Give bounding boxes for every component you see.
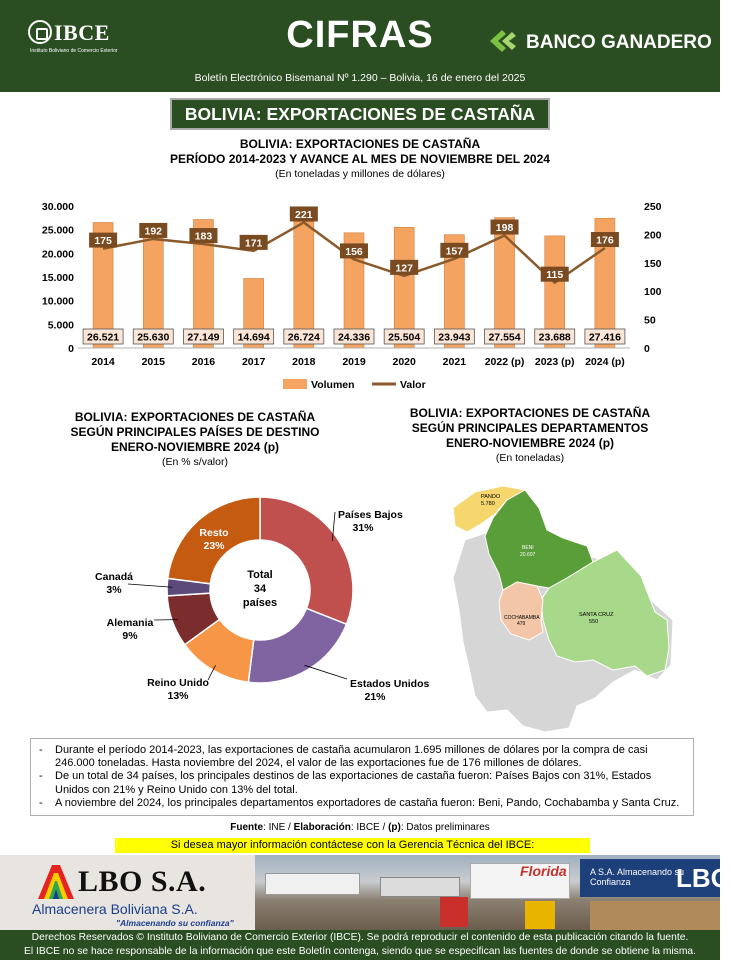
note-item: - A noviembre del 2024, los principales departamentos exportadores de castaña fueron: Beni, Pando, Cochabamba y Santa Cruz. <box>39 797 685 810</box>
legend-volume-label: Volumen <box>311 379 355 391</box>
notes-box <box>30 738 694 816</box>
map-value-cochabamba: 479 <box>517 621 526 627</box>
albo-wall-logo: LBO <box>676 863 731 893</box>
donut-chart-title-line-1: BOLIVIA: EXPORTACIONES DE CASTAÑA <box>74 410 316 424</box>
y2-axis-tick-label: 150 <box>644 257 662 270</box>
map-title-line-1: BOLIVIA: EXPORTACIONES DE CASTAÑA <box>409 406 651 420</box>
header-bar <box>0 0 720 92</box>
florida-sign: Florida <box>520 863 567 879</box>
value-data-label: 156 <box>345 245 363 258</box>
value-data-label: 157 <box>445 245 464 258</box>
elaboration-label: Elaboración <box>293 822 351 833</box>
volume-data-label: 24.336 <box>337 331 371 344</box>
bank-name: BANCO GANADERO <box>526 32 712 53</box>
albo-wall-sign: A S.A. Almacenando su Confianza <box>590 867 685 887</box>
y-axis-tick-label: 10.000 <box>41 295 74 308</box>
value-data-label: 183 <box>194 230 213 243</box>
ibce-logo-subtitle: Instituto Boliviano de Comercio Exterior <box>30 48 118 54</box>
donut-slice-percent: 23% <box>203 540 225 552</box>
contact-text: Si desea mayor información contáctese con la Gerencia Técnica del IBCE: <box>170 839 535 851</box>
map-label-beni: BENI <box>522 545 534 551</box>
bar-chart-subtitle: PERÍODO 2014-2023 Y AVANCE AL MES DE NOVIEMBRE DEL 2024 <box>170 152 550 166</box>
y-axis-tick-label: 0 <box>68 343 74 355</box>
x-axis-tick-label: 2021 <box>442 356 467 368</box>
donut-chart-unit: (En % s/valor) <box>162 456 228 468</box>
volume-value-combo-chart <box>0 190 720 400</box>
donut-slice-name: Resto <box>199 527 229 539</box>
donut-center-label: Total <box>247 569 273 581</box>
forklift-image <box>440 897 468 927</box>
y2-axis-tick-label: 250 <box>644 201 662 213</box>
volume-data-label: 14.694 <box>237 331 270 344</box>
bar-chart-title: BOLIVIA: EXPORTACIONES DE CASTAÑA <box>239 137 481 151</box>
value-data-label: 115 <box>546 269 564 282</box>
volume-data-label: 23.688 <box>538 331 571 344</box>
donut-slice <box>248 608 346 683</box>
truck-image <box>380 877 460 897</box>
x-axis-tick-label: 2019 <box>342 356 366 368</box>
legend-value-label: Valor <box>400 379 426 391</box>
ibce-logo <box>28 18 118 62</box>
donut-slice-name: Reino Unido <box>147 677 209 689</box>
legend-volume-swatch <box>283 379 307 389</box>
x-axis-tick-label: 2018 <box>292 356 316 368</box>
forklift-image <box>525 901 555 929</box>
bulletin-line: Boletín Electrónico Bisemanal Nº 1.290 – Bolivia, 16 de enero del 2025 <box>194 72 526 84</box>
donut-slice-name: Canadá <box>95 571 133 583</box>
bolivia-departments-map <box>445 470 685 735</box>
donut-chart-title-line-3: ENERO-NOVIEMBRE 2024 (p) <box>110 440 280 454</box>
map-label-cochabamba: COCHABAMBA <box>504 615 540 621</box>
value-data-label: 127 <box>395 262 413 275</box>
volume-data-label: 26.724 <box>287 331 320 344</box>
note-item: - Durante el período 2014-2023, las exportaciones de castaña acumularon 1.695 millones de dólares por la compra de casi 246.000 toneladas. Hasta noviembre del 2024, el valor de las exportaciones fue de 176 millones de dólares. <box>39 744 685 770</box>
donut-slice-percent: 3% <box>106 584 122 596</box>
map-label-santa-cruz: SANTA CRUZ <box>579 612 614 618</box>
y2-axis-tick-label: 0 <box>644 343 650 355</box>
cargo-boxes-image <box>590 901 720 930</box>
donut-slice-percent: 13% <box>167 690 189 702</box>
section-banner: BOLIVIA: EXPORTACIONES DE CASTAÑA <box>170 98 550 130</box>
value-data-label: 176 <box>596 234 614 247</box>
y-axis-tick-label: 20.000 <box>41 248 74 261</box>
albo-logo <box>30 859 260 929</box>
x-axis-tick-label: 2024 (p) <box>585 356 625 368</box>
ibce-seal-icon <box>28 20 52 44</box>
source-value: : INE / <box>263 822 294 833</box>
volume-data-label: 27.416 <box>588 331 621 344</box>
value-data-label: 198 <box>495 222 514 235</box>
source-line <box>0 822 720 833</box>
map-value-pando: 5.780 <box>481 501 495 507</box>
y-axis-tick-label: 15.000 <box>41 272 74 284</box>
destination-countries-donut <box>90 480 430 730</box>
x-axis-tick-label: 2017 <box>241 356 266 368</box>
donut-center-label: 34 <box>253 583 267 595</box>
value-data-label: 221 <box>295 208 313 221</box>
map-value-beni: 20.607 <box>520 552 536 558</box>
donut-slice-percent: 9% <box>122 630 138 642</box>
footer-line-1: Derechos Reservados © Instituto Boliviano de Comercio Exterior (IBCE). Se podrá reproducir el contenido de esta publicación citando la fuente. <box>31 932 689 943</box>
volume-data-label: 23.943 <box>438 331 471 344</box>
x-axis-tick-label: 2020 <box>392 356 416 368</box>
truck-image <box>265 873 360 895</box>
map-label-pando: PANDO <box>481 494 501 500</box>
value-data-label: 175 <box>94 235 112 248</box>
map-title-line-3: ENERO-NOVIEMBRE 2024 (p) <box>445 436 615 450</box>
volume-data-label: 27.554 <box>488 331 521 344</box>
donut-slice-name: Países Bajos <box>338 509 403 521</box>
donut-leader-line <box>128 584 173 587</box>
source-label: Fuente <box>230 822 264 833</box>
y2-axis-tick-label: 50 <box>644 314 656 327</box>
elaboration-value: : IBCE / <box>350 822 389 833</box>
x-axis-tick-label: 2022 (p) <box>484 356 525 368</box>
donut-slice-name: Alemania <box>106 617 154 629</box>
banco-ganadero-leaf-icon <box>488 28 522 54</box>
x-axis-tick-label: 2015 <box>141 356 165 368</box>
banco-ganadero-logo <box>488 26 712 60</box>
albo-brand: LBO S.A. <box>78 865 207 898</box>
y2-axis-tick-label: 200 <box>644 229 662 242</box>
preliminary-value: : Datos preliminares <box>400 822 490 833</box>
volume-data-label: 25.630 <box>137 331 170 344</box>
donut-slice-name: Estados Unidos <box>350 678 430 690</box>
map-title-line-2: SEGÚN PRINCIPALES DEPARTAMENTOS <box>411 421 649 435</box>
y-axis-tick-label: 30.000 <box>41 201 74 213</box>
donut-chart-title-line-2: SEGÚN PRINCIPALES PAÍSES DE DESTINO <box>70 425 320 439</box>
ibce-logo-name: IBCE <box>54 20 110 45</box>
donut-slice-percent: 21% <box>364 691 386 703</box>
value-data-label: 192 <box>144 225 163 238</box>
y2-axis-tick-label: 100 <box>644 286 662 299</box>
value-data-label: 171 <box>244 237 263 250</box>
footer-bar <box>0 930 720 960</box>
albo-a-mark-icon <box>36 861 78 901</box>
y-axis-tick-label: 5.000 <box>47 319 74 332</box>
contact-bar <box>115 838 590 853</box>
note-item: - De un total de 34 países, los principales destinos de las exportaciones de castaña fueron: Países Bajos con 31%, Estados Unidos con 21% y Reino Unido con 13% del total. <box>39 770 685 796</box>
preliminary-label: (p) <box>388 822 401 833</box>
bar-chart-unit: (En toneladas y millones de dólares) <box>275 168 445 180</box>
albo-tagline: "Almacenando su confianza" <box>116 918 234 928</box>
albo-company-name: Almacenera Boliviana S.A. <box>32 901 198 917</box>
x-axis-tick-label: 2023 (p) <box>534 356 575 368</box>
donut-leader-line <box>305 665 347 679</box>
volume-data-label: 27.149 <box>187 331 220 344</box>
x-axis-tick-label: 2014 <box>91 356 115 368</box>
map-unit: (En toneladas) <box>495 452 565 464</box>
volume-data-label: 26.521 <box>87 331 120 344</box>
page-title: CIFRAS <box>286 14 434 56</box>
map-value-santa-cruz: 550 <box>589 619 599 625</box>
donut-slice-percent: 31% <box>352 522 374 534</box>
volume-data-label: 25.504 <box>388 331 421 344</box>
footer-line-2: El IBCE no se hace responsable de la información que este Boletín contenga, siendo que se especifican las fuentes de donde se obtiene la misma. <box>23 946 696 957</box>
y-axis-tick-label: 25.000 <box>41 224 74 237</box>
donut-center-label: países <box>242 597 278 609</box>
x-axis-tick-label: 2016 <box>191 356 216 368</box>
